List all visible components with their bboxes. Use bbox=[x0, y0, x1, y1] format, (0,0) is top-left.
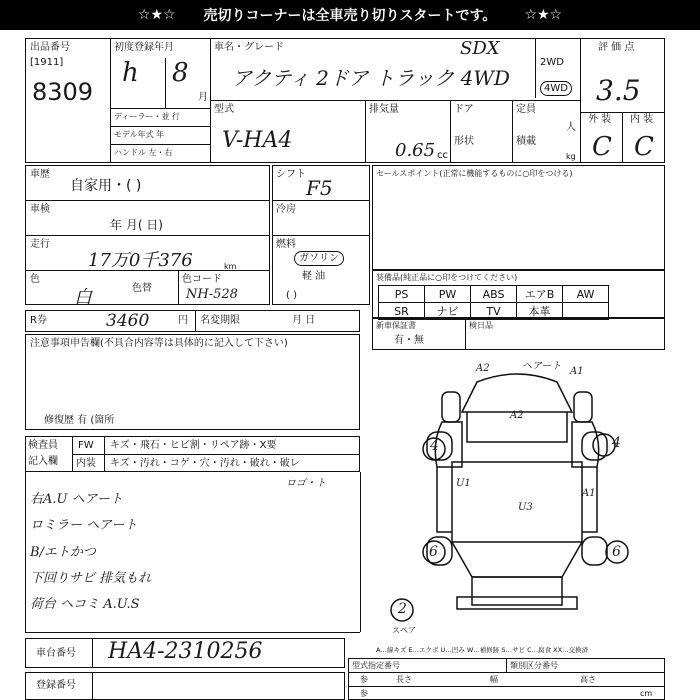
history-label: 車歴 bbox=[30, 169, 50, 180]
chassis-value: HA4-2310256 bbox=[108, 639, 263, 664]
name-change-label: 名変期限 bbox=[200, 315, 240, 326]
mark-a1-right: A1 bbox=[582, 488, 596, 499]
shift-value: F5 bbox=[306, 176, 333, 200]
mark-u1: U1 bbox=[456, 478, 471, 489]
spare-label: スペア bbox=[392, 626, 416, 635]
recycle-label: R券 bbox=[30, 315, 47, 326]
fuel-paren: ( ) bbox=[286, 290, 297, 301]
fw-text: キズ・飛石・ヒビ割・リペア跡・X要 bbox=[110, 440, 277, 451]
score-label: 評 価 点 bbox=[598, 42, 635, 53]
banner-text: 売切りコーナーは全車売り切りスタートです。 bbox=[203, 8, 497, 24]
exterior-value: C bbox=[592, 132, 612, 162]
doors-label: ドア bbox=[454, 104, 474, 115]
color-code-value: NH-528 bbox=[186, 287, 238, 302]
name-value: アクティ 2ドア トラック 4WD bbox=[232, 66, 510, 90]
mark-4-left: 4 bbox=[430, 438, 439, 454]
ac-label: 冷房 bbox=[276, 204, 296, 215]
mileage-unit: km bbox=[224, 262, 237, 271]
first-reg-label: 初度登録年月 bbox=[114, 42, 174, 53]
color-value: 白 bbox=[74, 287, 92, 308]
name-extra: SDX bbox=[460, 38, 500, 59]
warranty-value: 有・無 bbox=[394, 335, 424, 346]
eq-abs: ABS bbox=[471, 286, 517, 303]
vehicle-diagram bbox=[372, 352, 665, 642]
spec-row2-label: 参 bbox=[360, 675, 368, 684]
equipment-label: 装備品(純正品に○印をつけてください) bbox=[376, 273, 518, 282]
mark-4-right: 4 bbox=[612, 435, 621, 451]
eq-navi: ナビ bbox=[425, 303, 471, 320]
mark-a1-top: A1 bbox=[570, 366, 584, 377]
displacement-unit: cc bbox=[437, 150, 448, 161]
notes-label: 注意事項申告欄(不具合内容等は具体的に記入して下さい) bbox=[30, 338, 288, 349]
displacement-label: 排気量 bbox=[369, 104, 399, 115]
int-text: キズ・汚れ・コゲ・穴・汚れ・破れ・破レ bbox=[110, 458, 300, 469]
spec-width-label: 幅 bbox=[490, 675, 498, 684]
note-line-1: 右A.U ヘアート bbox=[30, 492, 123, 507]
eq-sr: SR bbox=[379, 303, 425, 320]
history-value: 自家用・( ) bbox=[70, 178, 142, 194]
mark-paint-top: ヘアート bbox=[522, 361, 562, 372]
shift-label: シフト bbox=[276, 169, 306, 180]
equipment-table bbox=[378, 285, 609, 320]
note-line-3: B/エトかつ bbox=[30, 545, 96, 560]
type-value: V-HA4 bbox=[222, 128, 293, 153]
spec-cm-unit: cm bbox=[640, 689, 653, 698]
recycle-value: 3460 bbox=[106, 311, 150, 331]
fuel-value: ガソリン bbox=[294, 251, 344, 266]
color-label: 色 bbox=[30, 274, 40, 285]
load-unit: kg bbox=[566, 152, 576, 161]
model-year-label: モデル年式 年 bbox=[114, 130, 165, 139]
mileage-value: 17万0千376 bbox=[88, 250, 193, 271]
load-label: 積載 bbox=[516, 136, 536, 147]
capacity-label: 定員 bbox=[516, 104, 536, 115]
color-code-label: 色コード bbox=[182, 274, 222, 285]
lot-number: 8309 bbox=[32, 78, 94, 106]
first-reg-month: 8 bbox=[172, 58, 189, 88]
type-label: 型式 bbox=[214, 104, 234, 115]
displacement-value: 0.65 bbox=[395, 140, 436, 161]
exterior-label: 外 装 bbox=[588, 114, 612, 125]
wd-2: 2WD bbox=[540, 57, 564, 68]
warranty-post-label: 検日品 bbox=[469, 321, 493, 330]
eq-tv: TV bbox=[471, 303, 517, 320]
mileage-label: 走行 bbox=[30, 239, 50, 250]
interior-label: 内 装 bbox=[630, 114, 654, 125]
fuel-light-oil: 軽 油 bbox=[302, 271, 326, 282]
spare-num: 2 bbox=[398, 601, 407, 617]
mark-a2-top: A2 bbox=[476, 363, 490, 374]
dealer-label: ディーラー・並 行 bbox=[114, 112, 180, 121]
shape-label: 形状 bbox=[454, 136, 474, 147]
fuel-label: 燃料 bbox=[276, 239, 296, 250]
banner-stars-right: ☆★☆ bbox=[524, 7, 563, 23]
eq-leather: 本革 bbox=[517, 303, 563, 320]
inspector-label-1: 検査員 bbox=[28, 440, 58, 451]
eq-ps: PS bbox=[379, 286, 425, 303]
int-label: 内装 bbox=[76, 458, 96, 469]
eq-aw: AW bbox=[563, 286, 609, 303]
repair-label: 修復歴 有 (箇所 bbox=[44, 415, 115, 426]
recycle-unit: 円 bbox=[178, 315, 188, 326]
int-note: ロゴ・ト bbox=[286, 478, 326, 489]
steering-label: ハンドル 左・右 bbox=[114, 148, 173, 157]
inspection-label: 車検 bbox=[30, 204, 50, 215]
inspection-value: 年 月( 日) bbox=[110, 218, 163, 232]
damage-legend: A…線キズ E…エクボ U…凹み W…補修跡 S…サビ C…腐食 XX…交換済 bbox=[376, 646, 589, 654]
lot-code: [1911] bbox=[30, 57, 64, 68]
eq-empty bbox=[563, 303, 609, 320]
mark-6-right: 6 bbox=[612, 544, 621, 560]
lot-label: 出品番号 bbox=[30, 42, 70, 53]
sales-point-label: セールスポイント(正常に機能するものに○印をつける) bbox=[376, 169, 573, 178]
name-change-value: 月 日 bbox=[292, 315, 316, 326]
spec-row3-label: 参 bbox=[360, 689, 368, 698]
wd-4: 4WD bbox=[540, 81, 572, 96]
chassis-label: 車台番号 bbox=[36, 648, 76, 659]
color-change-label: 色替 bbox=[132, 283, 152, 294]
banner-stars-left: ☆★☆ bbox=[137, 7, 176, 23]
first-reg-year: h bbox=[122, 58, 139, 88]
score-value: 3.5 bbox=[596, 74, 641, 107]
fw-label: FW bbox=[78, 440, 94, 451]
first-reg-unit: 月 bbox=[198, 92, 208, 103]
eq-pw: PW bbox=[425, 286, 471, 303]
note-line-2: ロミラー ヘアート bbox=[30, 518, 138, 533]
spec-length-label: 長さ bbox=[396, 675, 412, 684]
mark-6-left: 6 bbox=[429, 544, 438, 560]
mark-u3: U3 bbox=[518, 502, 533, 513]
capacity-unit: 人 bbox=[566, 122, 576, 133]
warranty-label: 新車保証書 bbox=[376, 321, 416, 330]
inspector-label-2: 記入欄 bbox=[28, 456, 58, 467]
name-label: 車名・グレード bbox=[214, 42, 284, 53]
note-line-4: 下回りサビ 排気もれ bbox=[30, 571, 152, 586]
spec-type-label: 型式指定番号 bbox=[352, 661, 400, 670]
spec-height-label: 高さ bbox=[580, 675, 596, 684]
eq-airbag: エアB bbox=[517, 286, 563, 303]
top-banner bbox=[0, 0, 700, 30]
registration-label: 登録番号 bbox=[36, 680, 76, 691]
mark-a2-center: A2 bbox=[510, 410, 524, 421]
note-line-5: 荷台 ヘコミ A.U.S bbox=[30, 597, 140, 612]
sales-point-block bbox=[372, 165, 665, 270]
interior-value: C bbox=[634, 132, 654, 162]
spec-cat-label: 類別区分番号 bbox=[510, 661, 558, 670]
